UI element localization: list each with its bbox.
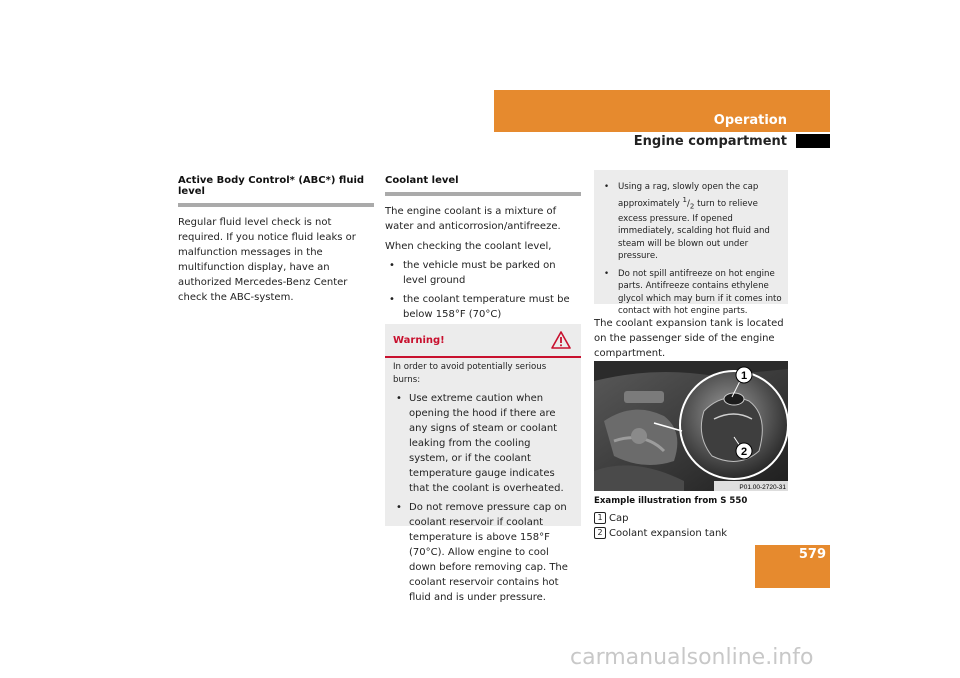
list-item: • Using a rag, slowly open the cap approximately $^1/_2$ turn to relieve excess pressure. If opened immediately, scalding hot fluid and steam will be blown out under pressure. [602, 181, 782, 263]
list-item: • Do not spill antifreeze on hot engine parts. Antifreeze contains ethylene glycol which may burn if it comes into contact with hot engine parts. [602, 268, 782, 318]
abc-heading: Active Body Control* (ABC*) fluid level [178, 175, 365, 197]
legend-item [594, 511, 790, 526]
list-item: • the coolant temperature must be below 158°F (70°C) [385, 292, 581, 322]
warning-box [385, 324, 581, 603]
heading-rule [385, 192, 581, 196]
watermark: carmanualsonline.info [570, 645, 814, 670]
list-item-text: turn to relieve excess pressure. If opened immediately, scalding hot fluid and steam will be blown out under pressure. [618, 198, 770, 262]
legend-number: 1 [594, 512, 606, 524]
list-item-text: Using a rag, slowly open the cap approximately [618, 182, 759, 209]
engine-illustration [594, 361, 788, 491]
figure-legend [594, 511, 790, 541]
heading-rule [178, 203, 374, 207]
legend-label: Coolant expansion tank [609, 528, 728, 539]
fraction-numerator: 1 [682, 195, 687, 204]
warning-continued-list [602, 181, 782, 323]
warning-lead: In order to avoid potentially serious burns: [393, 362, 547, 385]
warning-list [393, 391, 573, 605]
coolant-section [385, 175, 581, 326]
list-item: • the vehicle must be parked on level ground [385, 258, 581, 288]
list-item: • Use extreme caution when opening the hood if there are any signs of steam or coolant leaking from the cooling system, or if the coolant temperature gauge indicates that the coolant is overheated. [393, 391, 573, 496]
warning-rule [385, 356, 581, 358]
warning-title: Warning! [393, 335, 445, 346]
location-text-block [594, 316, 790, 361]
header-marker [796, 134, 830, 148]
page-number: 579 [798, 547, 826, 562]
section-title: Operation [713, 113, 787, 128]
list-item: • Do not remove pressure cap on coolant reservoir if coolant temperature is above 158°F (70°C). Allow engine to cool down before removing cap. The coolant reservoir contains hot fluid and is under pressure. [393, 500, 573, 605]
location-text: The coolant expansion tank is located on the passenger side of the engine compartment. [594, 318, 784, 359]
warning-continued-box [594, 170, 788, 317]
coolant-intro: The engine coolant is a mixture of water and anticorrosion/antifreeze. [385, 206, 561, 232]
abc-body: Regular fluid level check is not required. If you notice fluid leaks or malfunction messages in the multifunction display, have an authorized Mercedes-Benz Center check the ABC-system. [178, 217, 356, 303]
coolant-check-lead: When checking the coolant level, [385, 241, 552, 252]
warning-body [393, 361, 573, 609]
callout-2: 2 [740, 446, 748, 458]
abc-section [178, 175, 374, 305]
coolant-conditions [385, 258, 581, 322]
warning-triangle-icon [551, 331, 571, 349]
legend-number: 2 [594, 527, 606, 539]
legend-item [594, 526, 790, 541]
subsection-title: Engine compartment [633, 134, 787, 149]
fraction-denominator: 2 [689, 202, 695, 211]
coolant-heading: Coolant level [385, 175, 459, 186]
figure-code: P01.00-2720-31 [739, 484, 786, 491]
figure-caption: Example illustration from S 550 [594, 496, 748, 506]
callout-1: 1 [740, 370, 748, 382]
engine-photo [594, 361, 788, 491]
legend-label: Cap [609, 513, 629, 524]
